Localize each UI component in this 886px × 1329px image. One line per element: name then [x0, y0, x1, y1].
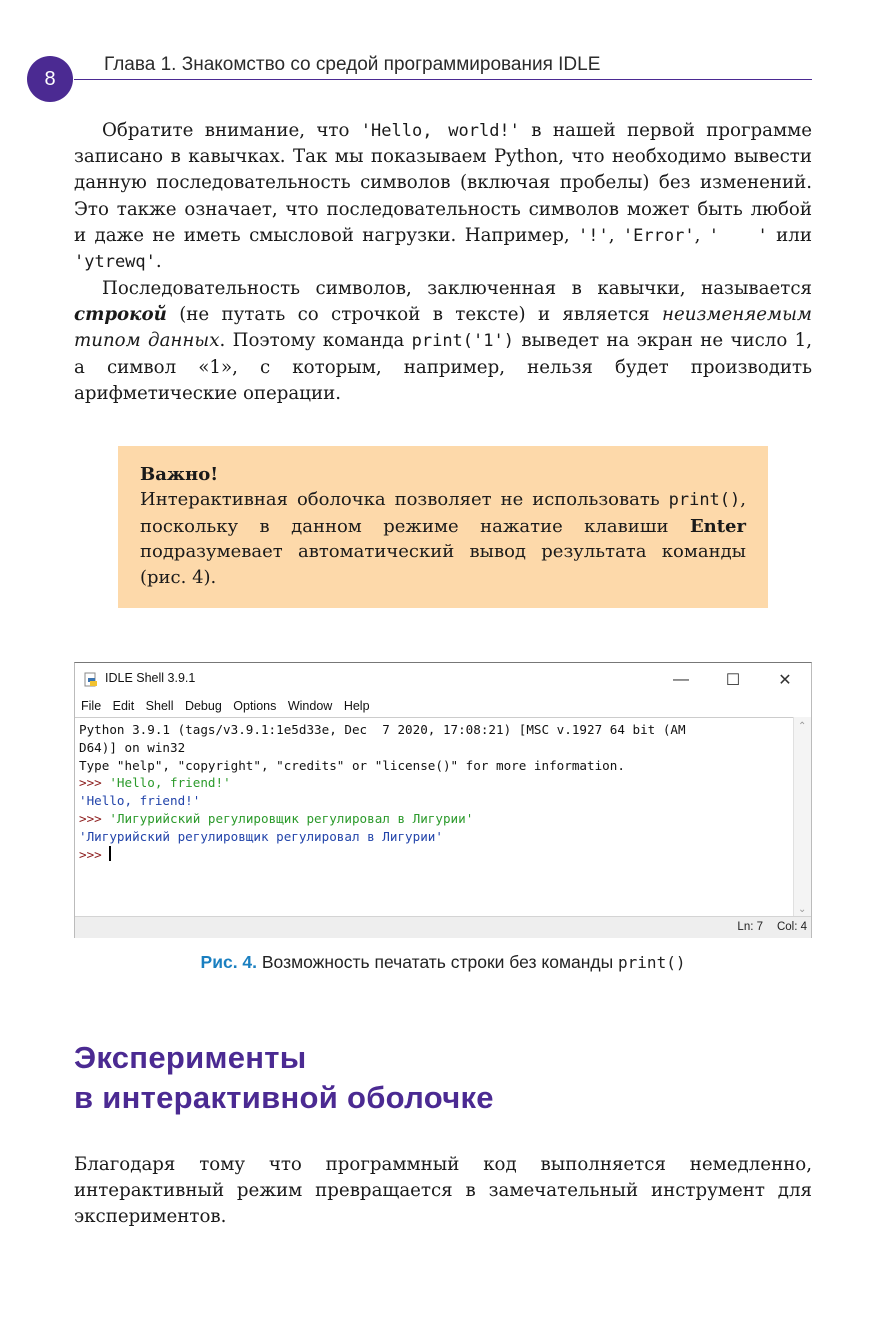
- header-rule: [74, 79, 812, 80]
- important-text: Интерактивная оболочка позволяет не использовать print(), поскольку в данном режиме нажатие клавиши Enter подразумевает автоматический вывод результата команды (рис. 4).: [140, 489, 746, 588]
- paragraph-experiments: Благодаря тому что программный код выполняется немедленно, интерактивный режим превращается в замечательный инструмент для экспериментов.: [74, 1154, 812, 1228]
- shell-line: Type "help", "copyright", "credits" or "license()" for more information.: [79, 757, 625, 773]
- status-line: Ln: 7: [737, 921, 763, 933]
- python-idle-icon: [83, 672, 99, 688]
- window-titlebar: [75, 663, 811, 695]
- menu-shell[interactable]: Shell: [145, 699, 174, 713]
- text-cursor: [109, 846, 111, 861]
- chevron-down-icon[interactable]: ⌄: [798, 904, 807, 915]
- shell-line: 'Hello, friend!': [79, 793, 201, 809]
- window-title: IDLE Shell 3.9.1: [105, 671, 196, 685]
- figure-caption: Рис. 4. Возможность печатать строки без команды print(): [200, 952, 686, 972]
- menu-window[interactable]: Window: [287, 699, 333, 713]
- menu-debug[interactable]: Debug: [184, 699, 222, 713]
- section-heading: Эксперименты в интерактивной оболочке: [74, 1040, 494, 1115]
- paragraph-quotes: Обратите внимание, что 'Hello, world!' в нашей первой программе записано в кавычках. Так мы показываем Python, что необходимо вывести данную последовательность символов (включая пробелы) без изменений. Это также означает, что последовательность символов может быть любой и даже не иметь смысловой нагрузки. Например, '!', 'Error', ' ' или 'ytrewq'.: [74, 120, 813, 273]
- important-title: Важно!: [140, 464, 219, 485]
- menu-bar: [81, 699, 378, 713]
- minimize-icon[interactable]: —: [673, 671, 689, 688]
- page-number-badge: 8: [27, 56, 73, 102]
- shell-line: Python 3.9.1 (tags/v3.9.1:1e5d33e, Dec 7 2020, 17:08:21) [MSC v.1927 64 bit (AM: [79, 722, 686, 737]
- maximize-icon[interactable]: ☐: [725, 672, 741, 689]
- vertical-scrollbar[interactable]: [793, 717, 811, 917]
- menu-help[interactable]: Help: [343, 699, 370, 713]
- shell-line: >>> 'Hello, friend!': [79, 775, 231, 791]
- shell-line: >>>: [79, 846, 110, 862]
- menu-options[interactable]: Options: [233, 699, 277, 713]
- shell-line: >>> 'Лигурийский регулировщик регулировал в Лигурии': [79, 810, 474, 826]
- status-bar: [75, 916, 811, 938]
- shell-line: D64)] on win32: [79, 739, 186, 755]
- shell-line: 'Лигурийский регулировщик регулировал в Лигурии': [79, 828, 443, 844]
- chevron-up-icon[interactable]: ⌃: [798, 721, 807, 732]
- important-note-box: [118, 446, 768, 608]
- shell-text-area[interactable]: [75, 717, 793, 917]
- close-icon[interactable]: ✕: [778, 672, 792, 689]
- chapter-title: Глава 1. Знакомство со средой программирования IDLE: [104, 54, 601, 75]
- idle-shell-window: [74, 662, 812, 938]
- status-column: Col: 4: [776, 921, 807, 933]
- menu-file[interactable]: File: [81, 699, 102, 713]
- menu-edit[interactable]: Edit: [112, 699, 135, 713]
- paragraph-string-type: Последовательность символов, заключенная в кавычки, называется строкой (не путать со строчкой в тексте) и является неизменяемым типом данных. Поэтому команда print('1') выведет на экран не число 1, а символ «1», с которым, например, нельзя будет производить арифметические операции.: [74, 278, 812, 404]
